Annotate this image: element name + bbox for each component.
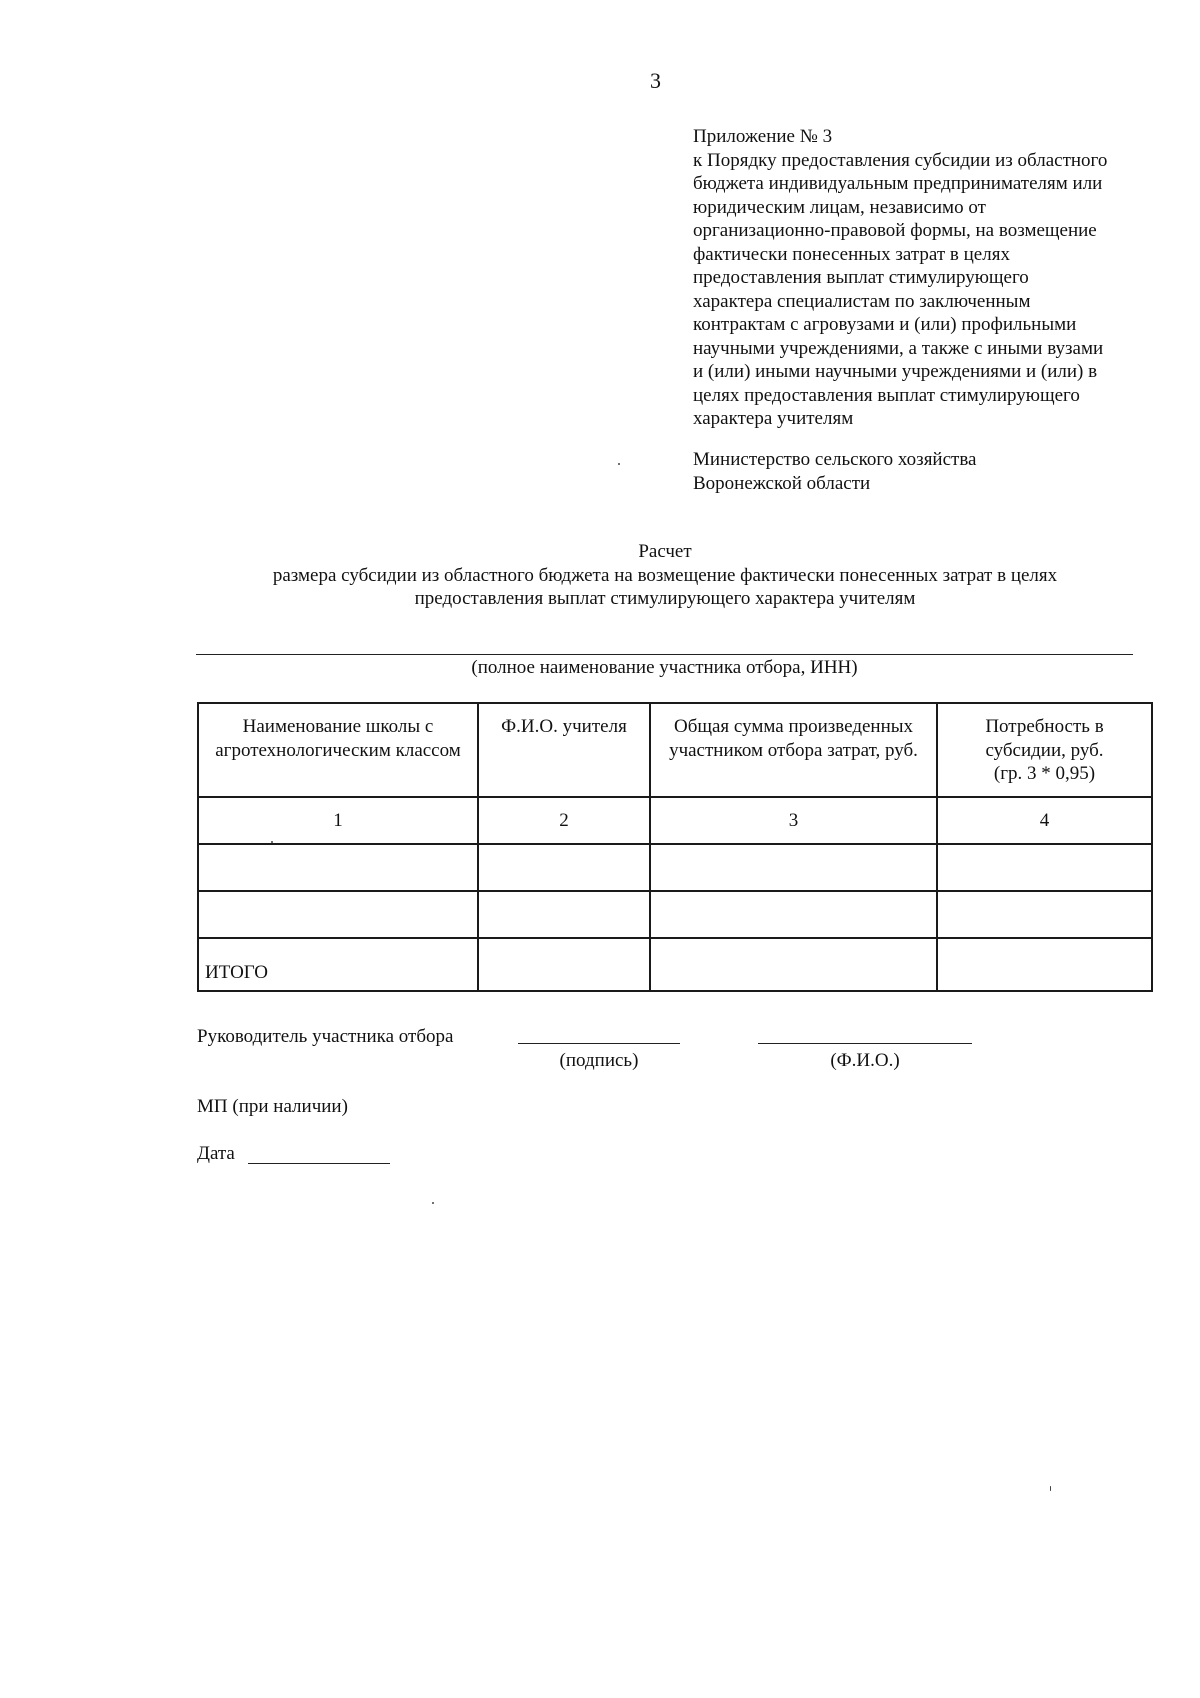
title-line: размера субсидии из областного бюджета на возмещение фактически понесенных затрат в целях xyxy=(272,564,1058,586)
ministry-line: Воронежской области xyxy=(693,472,871,494)
header-cell-teacher: Ф.И.О. учителя xyxy=(478,703,650,797)
title-heading: Расчет xyxy=(638,541,692,562)
table-cell[interactable] xyxy=(937,844,1152,891)
full-name-field[interactable] xyxy=(758,1043,972,1044)
table-row xyxy=(198,844,1152,891)
appendix-line: характера учителям xyxy=(693,408,854,429)
table-cell[interactable] xyxy=(198,844,478,891)
participant-name-field[interactable] xyxy=(196,654,1133,655)
table-cell[interactable] xyxy=(478,844,650,891)
appendix-line: целях предоставления выплат стимулирующего xyxy=(693,384,1080,406)
table-cell[interactable] xyxy=(650,891,937,938)
table-cell[interactable] xyxy=(650,844,937,891)
signature-field[interactable] xyxy=(518,1043,680,1044)
total-row xyxy=(198,938,1152,991)
scan-speck xyxy=(271,841,273,843)
appendix-line: контрактам с агровузами и (или) профильными xyxy=(693,314,1077,335)
title-line: предоставления выплат стимулирующего характера учителям xyxy=(414,588,916,609)
table-cell[interactable] xyxy=(478,938,650,991)
table-cell[interactable] xyxy=(937,938,1152,991)
appendix-line: и (или) иными научными учреждениями и (или) в xyxy=(693,361,1098,382)
column-number: 4 xyxy=(937,797,1152,844)
column-number-row xyxy=(198,797,1152,844)
appendix-line: бюджета индивидуальным предпринимателям или xyxy=(693,173,1103,194)
header-cell-subsidy-need: Потребность в субсидии, руб. (гр. 3 * 0,95) xyxy=(937,703,1152,797)
stamp-label: МП (при наличии) xyxy=(197,1096,348,1117)
table-cell[interactable] xyxy=(650,938,937,991)
column-number: 3 xyxy=(650,797,937,844)
appendix-line: Приложение № 3 xyxy=(693,126,833,147)
date-label: Дата xyxy=(197,1143,235,1164)
header-cell-school: Наименование школы с агротехнологическим классом xyxy=(198,703,478,797)
signature-caption: (подпись) xyxy=(559,1050,639,1071)
table-cell[interactable] xyxy=(937,891,1152,938)
ministry-line: Министерство сельского хозяйства xyxy=(693,449,977,470)
page-number: 3 xyxy=(650,68,661,93)
appendix-line: предоставления выплат стимулирующего xyxy=(693,267,1029,288)
table-cell[interactable] xyxy=(198,891,478,938)
table-header-row xyxy=(198,703,1152,797)
column-number: 1 xyxy=(198,797,478,844)
appendix-line: к Порядку предоставления субсидии из областного xyxy=(693,149,1108,171)
date-field[interactable] xyxy=(248,1163,390,1164)
full-name-caption: (Ф.И.О.) xyxy=(830,1050,900,1071)
calculation-table xyxy=(197,702,1153,992)
appendix-line: юридическим лицам, независимо от xyxy=(693,196,986,218)
total-label: ИТОГО xyxy=(198,938,478,991)
document-title xyxy=(0,540,1200,611)
column-number: 2 xyxy=(478,797,650,844)
scan-speck xyxy=(432,1202,434,1204)
header-cell-total-costs: Общая сумма произведенных участником отбора затрат, руб. xyxy=(650,703,937,797)
participant-caption: (полное наименование участника отбора, ИНН) xyxy=(471,657,858,678)
appendix-line: фактически понесенных затрат в целях xyxy=(693,243,1010,265)
scan-speck xyxy=(618,463,620,465)
appendix-line: научными учреждениями, а также с иными вузами xyxy=(693,337,1104,359)
table-row xyxy=(198,891,1152,938)
scan-speck xyxy=(1050,1486,1051,1491)
addressee-block xyxy=(693,448,977,495)
appendix-line: организационно-правовой формы, на возмещение xyxy=(693,220,1097,241)
table-cell[interactable] xyxy=(478,891,650,938)
appendix-header xyxy=(693,125,1163,431)
head-of-participant-label: Руководитель участника отбора xyxy=(197,1026,454,1047)
appendix-line: характера специалистам по заключенным xyxy=(693,290,1031,312)
